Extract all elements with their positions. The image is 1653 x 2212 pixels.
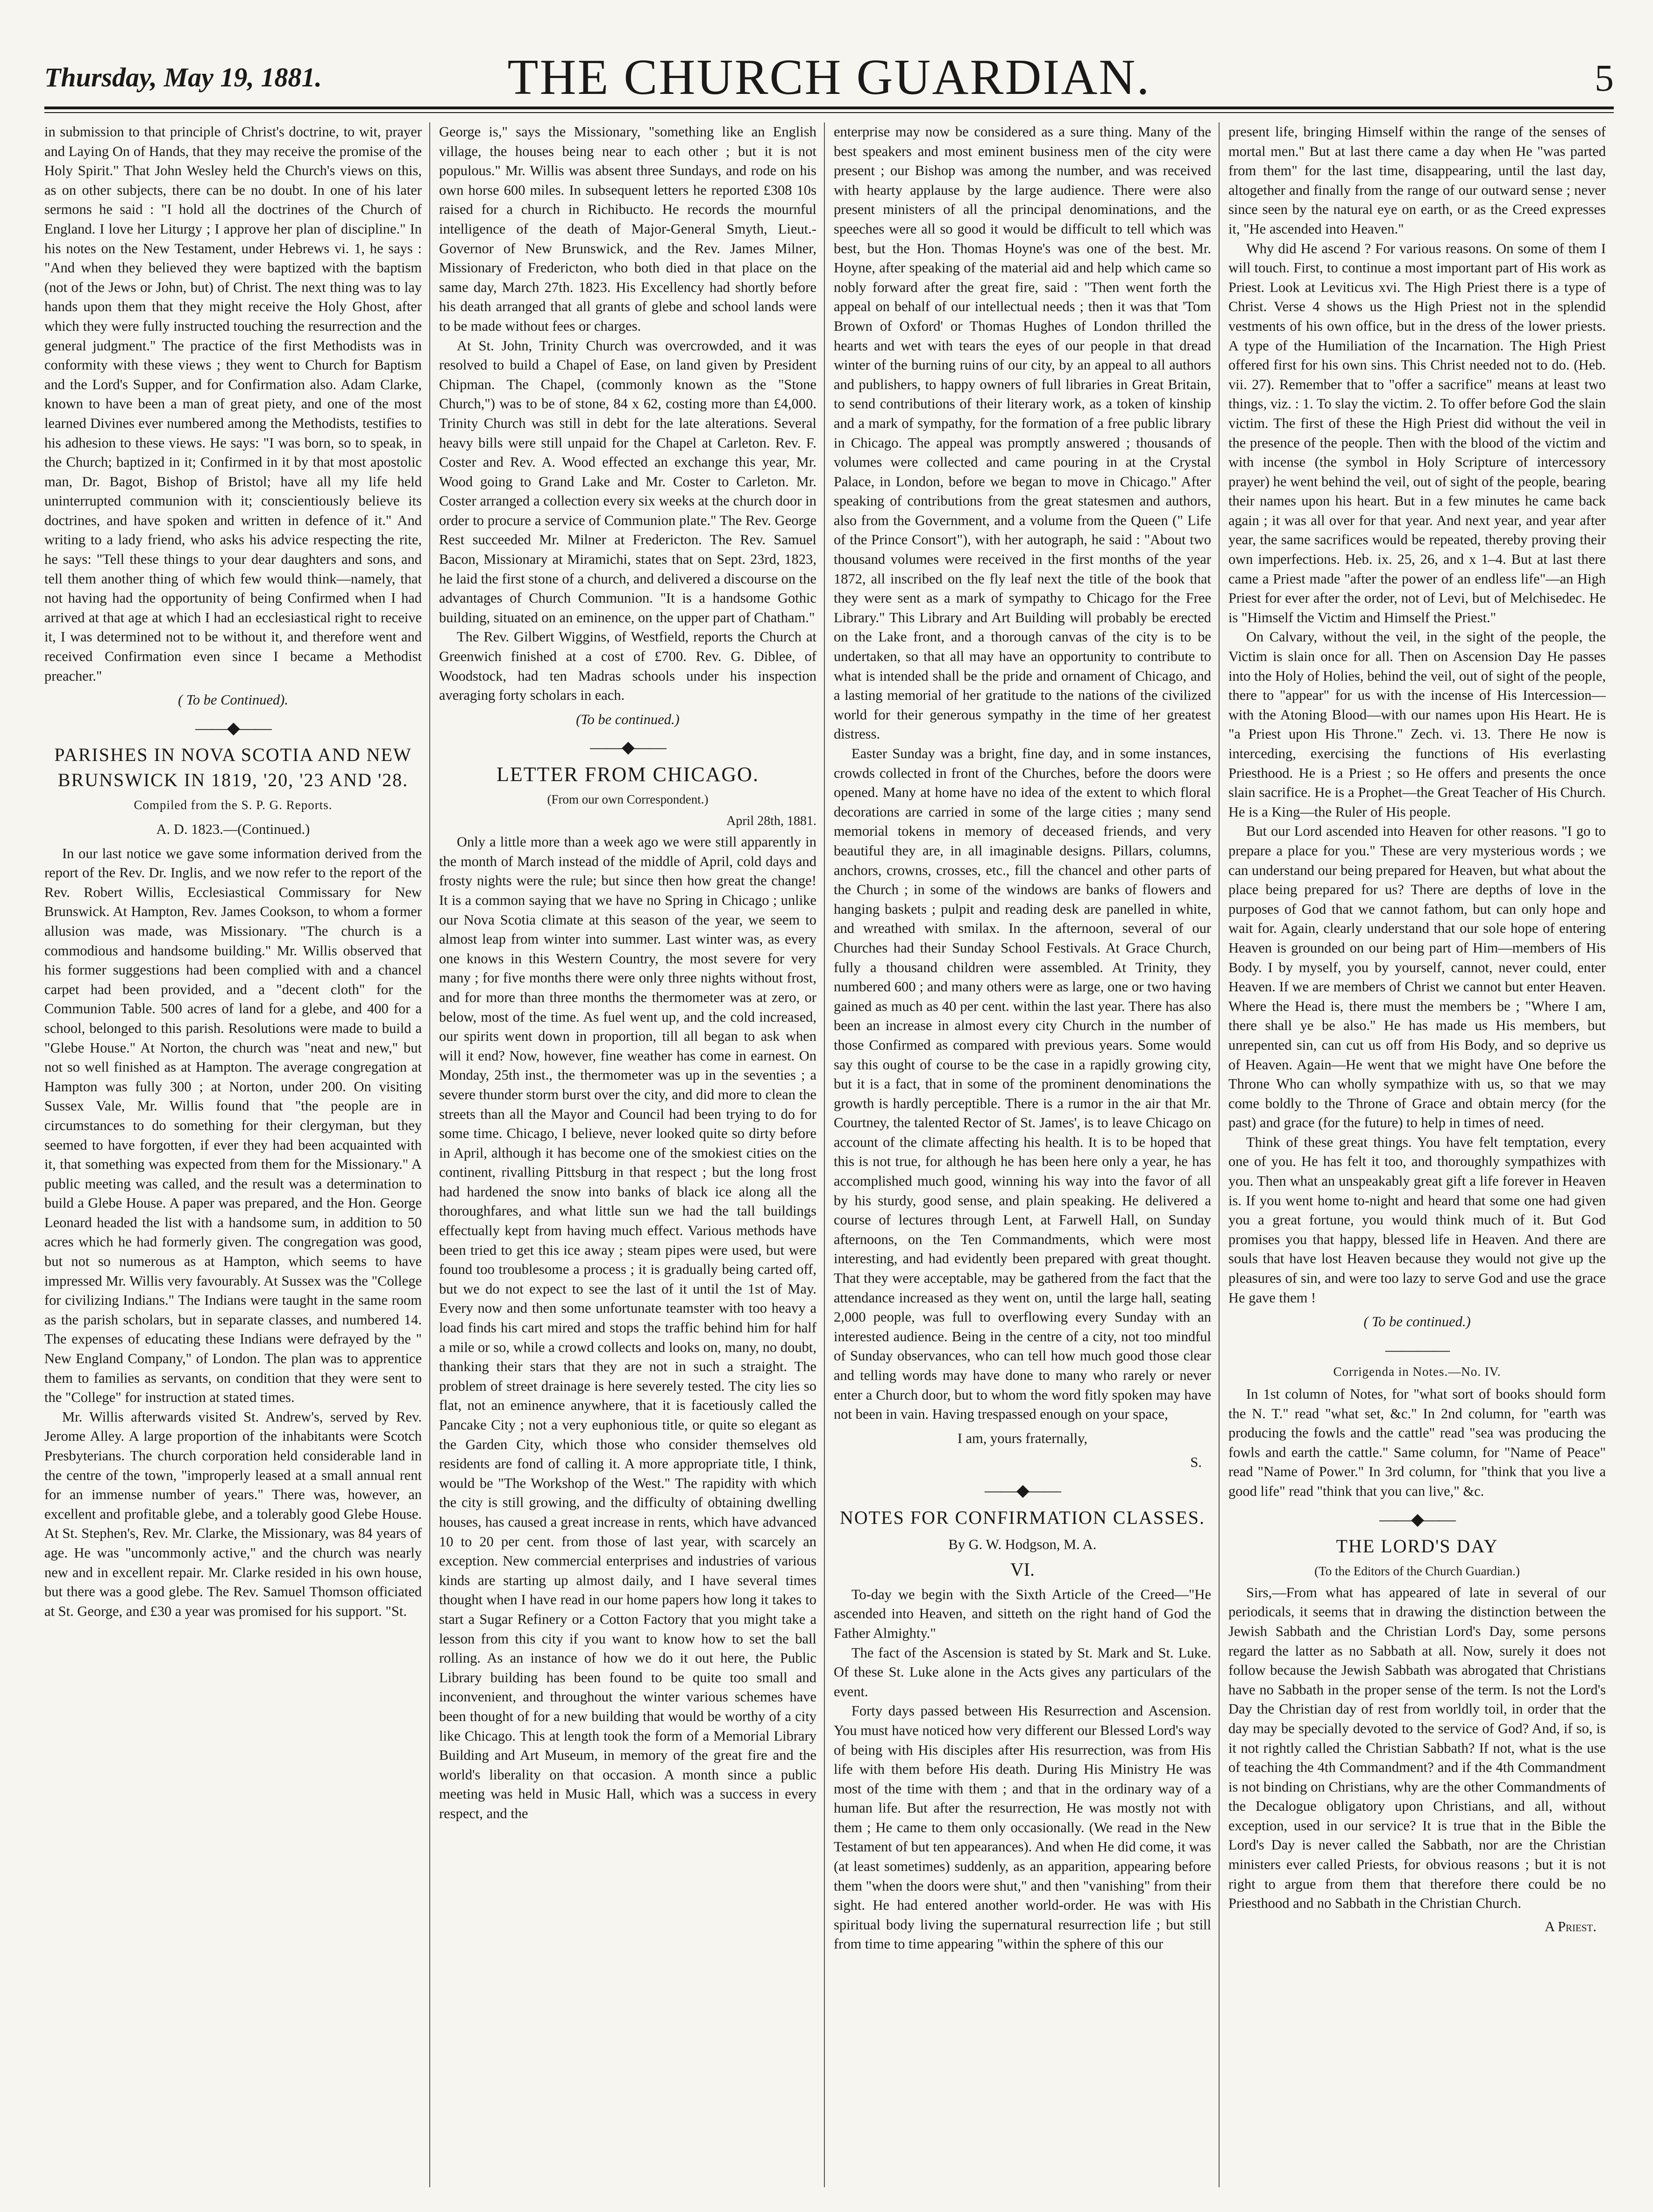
- article-paragraph: At St. John, Trinity Church was overcrowded, and it was resolved to build a Chapel of Ease, on land given by President Chipman. The Chapel, (commonly known as the "Stone Church,") was to be of stone, 84 x 62, costing more than £4,000. Trinity Church was still in debt for the late alterations. Several heavy bills were still unpaid for the Chapel at Carleton. Rev. F. Coster and Rev. A. Wood effected an exchange this year, Mr. Wood going to Grand Lake and Mr. Coster to Carleton. Mr. Coster arranged a collection every six weeks at the church door in order to procure a service of Communion plate." The Rev. George Rest succeeded Mr. Milner at Fredericton. The Rev. Samuel Bacon, Missionary at Miramichi, states that on Sept. 23rd, 1823, he laid the first stone of a church, and delivered a discourse on the advantages of Church Communion. "It is a handsome Gothic building, situated on an eminence, on the upper part of Chatham.": [439, 337, 816, 626]
- corrigenda-heading: Corrigenda in Notes.—No. IV.: [1333, 1365, 1501, 1379]
- issue-date: Thursday, May 19, 1881.: [44, 62, 322, 92]
- correspondent-note: (From our own Correspondent.): [547, 792, 709, 806]
- confirmation-notes-heading: NOTES FOR CONFIRMATION CLASSES.: [839, 1507, 1206, 1528]
- article-paragraph: To-day we begin with the Sixth Article of the Creed—"He ascended into Heaven, and sitteth on the right hand of God the Father Almighty.": [834, 1586, 1211, 1641]
- column-2: [439, 122, 816, 2187]
- section-separator: ——◆——: [1379, 1509, 1455, 1529]
- section-separator: ————: [1385, 1340, 1449, 1359]
- column-1: [44, 122, 422, 2187]
- article-paragraph: Forty days passed between His Resurrection and Ascension. You must have noticed how very different our Blessed Lord's way of being with His disciples after His resurrection, was from His life with them before His death. During His Ministry He was most of the time with them ; and that in the ordinary way of a human life. But after the resurrection, He was mostly not with them ; He came to them only occasionally. (We read in the New Testament of but ten appearances). And when He did come, it was (at least sometimes) suddenly, as an apparition, appearing before them "when the doors were shut," and then "vanishing" from their sight. He had entered another world-order. He was with His spiritual body living the supernatural resurrection life ; but still from time to time appearing "within the sphere of this our: [834, 1703, 1211, 1952]
- article-paragraph: Mr. Willis afterwards visited St. Andrew's, served by Rev. Jerome Alley. A large proportion of the inhabitants were Scotch Presbyterians. The church corporation held considerable land in the centre of the town, "improperly leased at a small annual rent for an immense number of years." There was, however, an excellent and profitable glebe, and a tolerably good Glebe House. At St. Stephen's, Rev. Mr. Clarke, the Missionary, was 84 years of age. He was "uncommonly active," and the church was nearly new and in excellent repair. Mr. Clarke resided in his own house, but there was a good glebe. The Rev. Samuel Thomson officiated at St. George, and £30 a year was promised for his support. "St.: [44, 1408, 422, 1619]
- article-paragraph: Easter Sunday was a bright, fine day, and in some instances, crowds collected in front of the Churches, before the doors were opened. Many at home have no idea of the extent to which floral decorations are carried in some of the large cities ; many send memorial tokens in memory of deceased friends, and very beautiful they are, in all imaginable designs. Pillars, columns, anchors, crowns, crosses, etc., fill the chancel and other parts of the Church ; in some of the windows are banks of flowers and hanging baskets ; pulpit and reading desk are panelled in white, and wreathed with smilax. In the afternoon, several of our Churches had their Sunday School Festivals. At Grace Church, fully a thousand children were assembled. At Trinity, they numbered 600 ; and many others were as large, one or two having gained as much as 40 per cent. within the last year. There has also been an increase in almost every city Church in the number of those Confirmed as compared with previous years. Some would say this ought of course to be the case in a rapidly growing city, but it is a fact, that in some of the prominent denominations the growth is hardly perceptible. There is a rumor in the air that Mr. Courtney, the talented Rector of St. James', is to leave Chicago on account of the climate affecting his health. It is to be hoped that this is not true, for although he has been here only a year, he has accomplished much good, winning his way into the favor of all by his sturdy, good sense, and plain speaking. He delivered a course of lectures through Lent, at Farwell Hall, on Sunday afternoons, on the Ten Commandments, which were most interesting, and had evidently been prepared with great thought. That they were acceptable, may be gathered from the fact that the attendance increased as they went on, until the large hall, seating 2,000 people, was full to overflowing every Sunday with an interested audience. Being in the centre of a city, not too mindful of Sunday observances, who can tell how much good those clear and telling words may have done to many who rarely or never enter a Church door, but to whom the word fitly spoken may have not been in vain. Having trespassed enough on your space,: [834, 746, 1211, 1423]
- article-paragraph: Why did He ascend ? For various reasons. On some of them I will touch. First, to continue a most important part of His work as Priest. Look at Leviticus xvi. The High Priest there is a type of Christ. Verse 4 shows us the High Priest not in the splendid vestments of his own office, but in the dress of the lower priests. A type of the Humiliation of the Incarnation. The High Priest offered first for his own sins. This Christ needed not to do. (Heb. vii. 27). Remember that to "offer a sacrifice" means at least two things, viz. : 1. To slay the victim. 2. To offer before God the slain victim. The first of these the High Priest did without the veil in the presence of the people. Then with the blood of the victim and with incense (the symbol in Holy Scripture of intercessory prayer) he went behind the veil, out of sight of the people, bearing their names upon his heart. But in a few minutes he came back again ; it was all over for that year. And next year, and year after year, the same sacrifices would be repeated, thereby proving their own imperfections. Heb. ix. 25, 26, and x 1–4. But at last there came a Priest made "after the power of an endless life"—an High Priest for ever after the order, not of Levi, but of Melchisedec. He is "Himself the Victim and Himself the Priest.": [1228, 240, 1606, 626]
- header-rule-thin: [44, 112, 1614, 113]
- header-rule-thick: [44, 107, 1614, 109]
- section-separator: ——◆——: [590, 738, 666, 757]
- column-3: [834, 122, 1211, 2187]
- part-number: VI.: [1010, 1559, 1035, 1580]
- article-paragraph: In our last notice we gave some information derived from the report of the Rev. Dr. Inglis, and we now refer to the report of the Rev. Robert Willis, Ecclesiastical Commissary for New Brunswick. At Hampton, Rev. James Cookson, to whom a former allusion was made, was Missionary. "The church is a commodious and handsome building." Mr. Willis observed that his former suggestions had been complied with and a chancel carpet had been provided, and a "decent cloth" for the Communion Table. 500 acres of land for a glebe, and 400 for a school, belonged to this parish. Resolutions were made to build a "Glebe House." At Norton, the church was "neat and new," but not so well finished as at Hampton. The average congregation at Hampton was fully 300 ; at Norton, under 200. On visiting Sussex Vale, Mr. Willis found that "the people are in circumstances to do something for their clergyman, but they seemed to have forgotten, if ever they had been acquainted with it, that something was expected from them for the Missionary." A public meeting was called, and the result was a determination to build a Glebe House. A paper was prepared, and the Hon. George Leonard headed the list with a handsome sum, in addition to 50 acres which he had formerly given. The congregation was good, but not so numerous as at Hampton, which seems to have impressed Mr. Willis very favourably. At Sussex was the "College for civilizing Indians." The Indians were taught in the same room as the parish scholars, but in separate classes, and numbered 14. The expenses of educating these Indians were defrayed by the " New England Company," of London. The plan was to apprentice them to families as servants, on condition that they were sent to the "College" for instruction at stated times.: [44, 845, 422, 1406]
- article-paragraph: enterprise may now be considered as a sure thing. Many of the best speakers and most eminent business men of the city were present ; our Bishop was among the number, and was received with hearty applause by the large audience. There were also present ministers of all the principal denominations, and the speeches were all so good it would be difficult to tell which was best, but the Hon. Thomas Hoyne's was one of the best. Mr. Hoyne, after speaking of the material aid and help which came so nobly forward after the great fire, said : "Then went forth the appeal on behalf of our intellectual needs ; then it was that 'Tom Brown of Oxford' or Thomas Hughes of London thrilled the hearts and wet with tears the eyes of our people in that dread winter of the burning ruins of our city, by an appeal to all authors and publishers, to happy owners of full libraries in Great Britain, to send contributions of their literary work, as a token of kinship and a mark of sympathy, for the formation of a free public library in Chicago. The appeal was promptly answered ; thousands of volumes were collected and came pouring in at the Crystal Palace, in London, before we began to move in Chicago." After speaking of contributions from the great statesmen and authors, also from the Government, and a volume from the Queen (" Life of the Prince Consort"), with her autograph, he said : "About two thousand volumes were received in the first months of the year 1872, all inscribed on the fly leaf next the title of the book that they were sent as a mark of sympathy to Chicago for the Free Library." This Library and Art Building will probably be erected on the Lake front, and a thorough canvas of the city is to be undertaken, so that all may have an opportunity to contribute to what is intended shall be the pride and ornament of Chicago, and a lasting memorial of her gratitude to the nations of the civilized world for their generous sympathy in the time of her greatest distress.: [834, 124, 1211, 742]
- letter-signature: S.: [1190, 1454, 1202, 1471]
- lords-day-heading: THE LORD'S DAY: [1336, 1536, 1498, 1557]
- author-byline: By G. W. Hodgson, M. A.: [948, 1536, 1097, 1552]
- article-paragraph: present life, bringing Himself within the range of the senses of mortal men." But at last there came a day when He "was parted from them" for the last time, disappearing, until the last day, altogether and finally from the range of our outward sense ; never since seen by the natural eye on earth, or as the Creed expresses it, "He ascended into Heaven.": [1228, 124, 1606, 237]
- letter-closing: I am, yours fraternally,: [957, 1430, 1088, 1446]
- methodist-article-text: in submission to that principle of Christ's doctrine, to wit, prayer and Laying On of Hands, that they may receive the promise of the Holy Spirit." That John Wesley held the Church's views on this, as on other subjects, there can be no doubt. In one of his later sermons he said : "I hold all the doctrines of the Church of England. I love her Liturgy ; I approve her plan of discipline." In his notes on the New Testament, under Hebrews vi. 1, he says : "And when they believed they were baptized with the baptism (not of the Jews or John, but) of Christ. The next thing was to lay hands upon them that they might receive the Holy Ghost, after which they were fully instructed touching the resurrection and the general judgment." The practice of the first Methodists was in conformity with these views ; they went to Church for Baptism and the Lord's Supper, and for Confirmation also. Adam Clarke, known to have been a man of great piety, and one of the most learned Divines ever numbered among the Methodists, testifies to his adhesion to these views. He says: "I was born, so to speak, in the Church; baptized in it; Confirmed in it by that most apostolic man, Dr. Bagot, Bishop of Bristol; have all my life held uninterrupted communion with it; conscientiously believe its doctrines, and have spoken and written in defence of it." And writing to a lady friend, who asks his advice respecting the rite, he says: "Tell these things to your dear daughters and sons, and tell them another thing of which few would think—namely, that not having had the opportunity of being Confirmed when I had arrived at that age at which I had an ecclesiastical right to receive it, I was determined not to be without it, and therefore went and received Confirmation even since I became a Methodist preacher.": [44, 124, 422, 684]
- corrigenda-text: In 1st column of Notes, for "what sort of books should form the N. T." read "what set, &c." In 2nd column, for "earth was producing the fowls and the cattle" read "sea was producing the fowls and earth the cattle." Same column, for "Name of Peace" read "Name of Power." In 3rd column, for "think that you live a good life" read "think that you can live," &c.: [1228, 1386, 1606, 1499]
- section-separator: ——◆——: [985, 1480, 1060, 1500]
- article-paragraph: On Calvary, without the veil, in the sight of the people, the Victim is slain once for all. Then on Ascension Day He passes into the Holy of Holies, behind the veil, out of sight of the people, there to "appear" for us with the incense of His Intercession—with the Atoning Blood—with our names upon His Heart. He is "a Priest upon His Throne." Zech. vi. 13. There He now is interceding, exercising the functions of His everlasting Priesthood. He is a Priest ; so He offers and presents the once slain sacrifice. He is a Prophet—the Great Teacher of His Church. He is a King—the Ruler of His people.: [1228, 629, 1606, 820]
- parishes-heading: PARISHES IN NOVA SCOTIA AND NEW BRUNSWICK IN 1819, '20, '23 AND '28.: [54, 744, 412, 791]
- to-be-continued: ( To be Continued).: [177, 692, 289, 708]
- article-paragraph: Only a little more than a week ago we were still apparently in the month of March instead of the middle of April, cold days and frosty nights were the rule; but since then how great the change! It is a common saying that we have no Spring in Chicago ; unlike our Nova Scotia climate at this season of the year, we seem to almost leap from winter into summer. Last winter was, as every one knows in this Western Country, the most severe for very many ; for five months there were only three nights without frost, and for more than three months the thermometer was at zero, or below, most of the time. As fuel went up, and the cold increased, our spirits went down in proportion, till all began to ask when will it end? Now, however, fine weather has come in earnest. On Monday, 25th inst., the thermometer was up in the seventies ; a severe thunder storm burst over the city, and did more to clean the streets than all the Mayor and Council had been trying to do for some time. Chicago, I believe, never looked quite so dirty before in April, although it has become one of the smokiest cities on the continent, rivalling Pittsburg in that respect ; but the long frost had hardened the snow into banks of black ice along all the thoroughfares, and what little sun we had the tall buildings effectually kept from having much effect. Various methods have been tried to get this ice away ; steam pipes were used, but were found too troublesome a process ; it is gradually being carted off, but we do not expect to see the last of it until the 1st of May. Every now and then some unfortunate teamster with too heavy a load finds his cart mired and stops the traffic behind him for half a mile or so, while a crowd collects and looks on, many, no doubt, thanking their stars that they are not in such a straight. The problem of street drainage is here severely tested. The city lies so flat, not an eminence anywhere, that it is facetiously called the Pancake City ; not a very euphonious title, or quite so elegant as the Garden City, which those who consider themselves old residents are fond of calling it. A more appropriate title, I think, would be "The Workshop of the West." The rapidity with which the city is still growing, and the difficulty of obtaining dwelling houses, has caused a great increase in rents, which have advanced 10 to 20 per cent. from those of last year, with scarcely an exception. New commercial enterprises and industries of various kinds are starting up almost daily, and I have several times thought when I have read in our home papers how long it takes to start a Sugar Refinery or a Cotton Factory that you might take a lesson from this city if you want to know how to set the ball rolling. As an instance of how we do it out here, the Public Library building has been found to be quite too small and inconvenient, and throughout the winter various schemes have been thought of for a new building that would be worthy of a city like Chicago. This at length took the form of a Memorial Library Building and Art Museum, in memory of the great fire and the world's liberality on that occasion. A month since a public meeting was held in Music Hall, which was a success in every respect, and the: [439, 834, 816, 1821]
- letter-signature: A Priest.: [1545, 1918, 1596, 1935]
- article-paragraph: George is," says the Missionary, "something like an English village, the houses being near to each other ; but it is not populous." Mr. Willis was absent three Sundays, and rode on his own horse 600 miles. In subsequent letters he reported £308 10s raised for a church in Richibucto. He records the mournful intelligence of the death of Major-General Smyth, Lieut.-Governor of New Brunswick, and the Rev. James Milner, Missionary of Fredericton, who both died in that place on the same day, March 27th. 1823. His Excellency had shortly before his death arranged that all grants of glebe and school lands were to be made without fees or charges.: [439, 124, 816, 334]
- letter-date: April 28th, 1881.: [726, 813, 816, 828]
- to-be-continued: (To be continued.): [576, 711, 680, 727]
- editors-note: (To the Editors of the Church Guardian.): [1314, 1564, 1520, 1579]
- article-paragraph: Think of these great things. You have felt temptation, every one of you. He has felt it too, and thoroughly sympathizes with you. Then what an unspeakably great gift a life forever in Heaven is. If you went home to-night and heard that some one had given you a great fortune, you would think much of it. But God promises you that happy, blessed life in Heaven. And there are souls that have lost Heaven because they would not give up the pleasures of sin, and were too lazy to serve God and use the grace He gave them !: [1228, 1134, 1606, 1306]
- newspaper-title: THE CHURCH GUARDIAN.: [507, 50, 1151, 105]
- compiled-note: Compiled from the S. P. G. Reports.: [134, 798, 333, 812]
- article-paragraph: Sirs,—From what has appeared of late in several of our periodicals, it seems that in drawing the distinction between the Jewish Sabbath and the Christian Lord's Day, some persons regard the latter as no Sabbath at all. Now, surely it does not follow because the Jewish Sabbath was abrogated that Christians have no Sabbath in the proper sense of the term. Is not the Lord's Day the Christian day of rest from worldly toil, in order that the day may be specially devoted to the service of God? And, if so, is it not rightly called the Christian Sabbath? If not, what is the use of teaching the 4th Commandment? and if the 4th Commandment is not binding on Christians, why are the other Commandments of the Decalogue obligatory upon Christians, and all, without exception, used in our service? It is true that in the Bible the Lord's Day is never called the Sabbath, nor are the Christian ministers ever called Priests, for obvious reasons ; but it is not right to argue from them that therefore there could be no Priesthood and no Sabbath in the Christian Church.: [1228, 1584, 1606, 1912]
- article-paragraph: The Rev. Gilbert Wiggins, of Westfield, reports the Church at Greenwich finished at a cost of £700. Rev. G. Diblee, of Woodstock, had ten Madras schools under his inspection averaging forty scholars in each.: [439, 629, 816, 704]
- column-4: [1228, 122, 1606, 2187]
- year-subheading: A. D. 1823.—(Continued.): [156, 821, 310, 837]
- column-divider: [824, 122, 825, 2187]
- chicago-letter-heading: LETTER FROM CHICAGO.: [497, 763, 759, 786]
- column-divider: [429, 122, 430, 2187]
- article-paragraph: But our Lord ascended into Heaven for other reasons. "I go to prepare a place for you." These are very mysterious words ; we can understand our being prepared for Heaven, but what about the place being prepared for us? There are depths of love in the purposes of God that we cannot fathom, but can only hope and wait for. Again, clearly understand that our sole hope of entering Heaven is grounded on our being part of Him—members of His Body. I by myself, you by yourself, cannot, never could, enter Heaven. If we are members of Christ we cannot but enter Heaven. Where the Head is, there must the members be ; "Where I am, there shall ye be also." He has made us His members, but unrepented sin, can cut us off from His Body, and so deprive us of Heaven. Again—He went that we might have One before the Throne Who can wholly sympathize with us, so that we may come boldly to the Throne of Grace and obtain mercy (for the past) and grace (for the future) to help in times of need.: [1228, 823, 1606, 1131]
- section-separator: ——◆——: [195, 718, 271, 737]
- column-divider: [1219, 122, 1220, 2187]
- to-be-continued: ( To be continued.): [1363, 1314, 1471, 1330]
- article-paragraph: The fact of the Ascension is stated by St. Mark and St. Luke. Of these St. Luke alone in the Acts gives any particulars of the event.: [834, 1644, 1211, 1700]
- page-number: 5: [1595, 57, 1614, 99]
- masthead: [44, 29, 1614, 108]
